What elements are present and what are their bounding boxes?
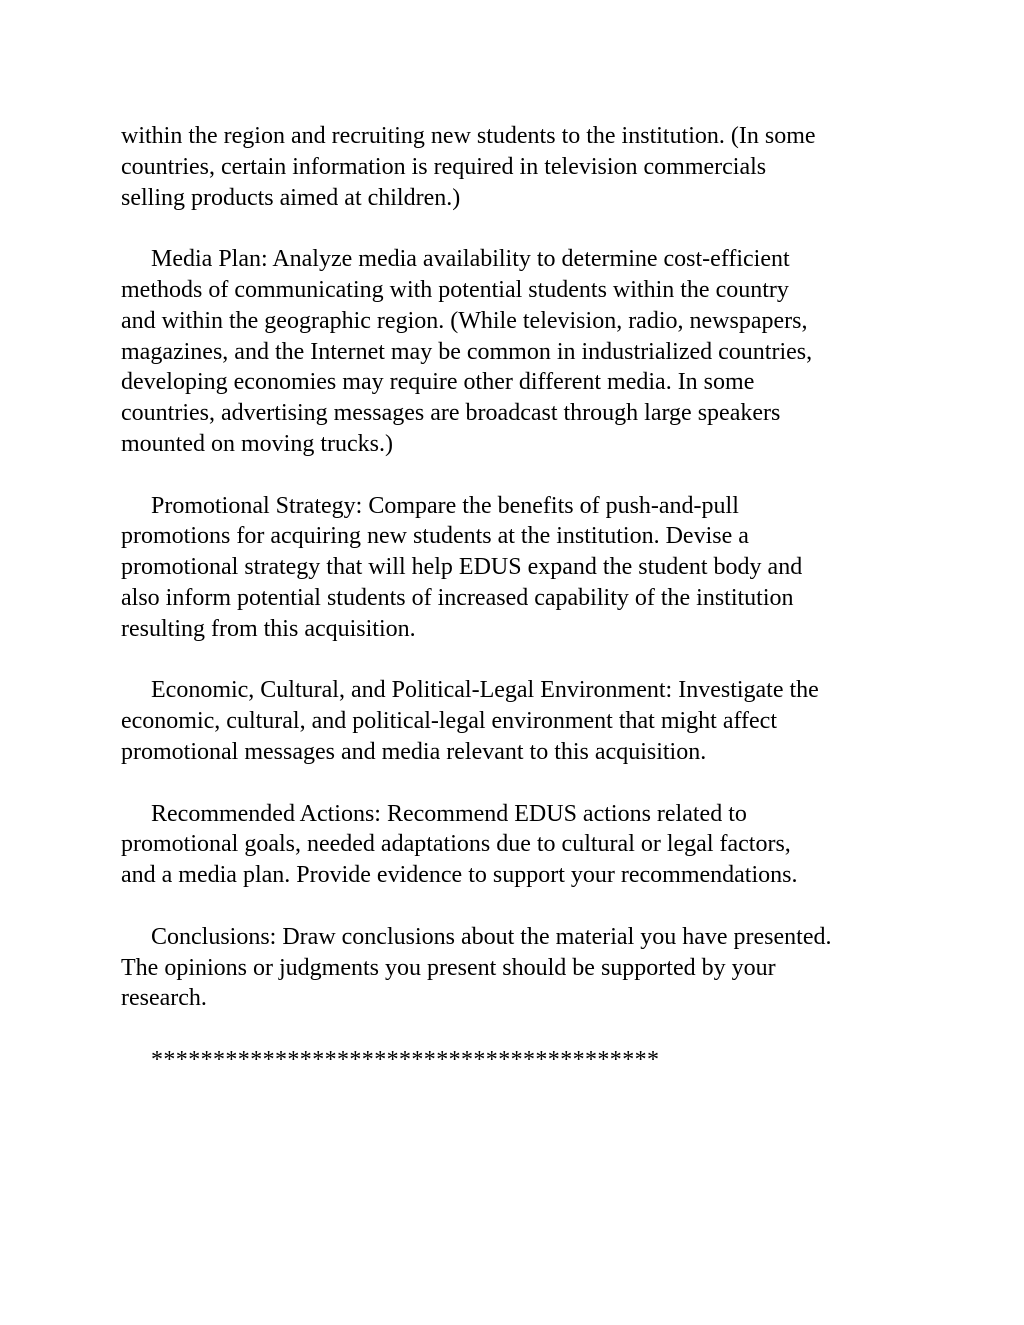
text-line: promotional goals, needed adaptations due to cultural or legal factors, — [121, 831, 791, 858]
text-line: The opinions or judgments you present should be supported by your — [121, 954, 776, 981]
text-line: and within the geographic region. (While television, radio, newspapers, — [121, 307, 808, 334]
document-body — [121, 121, 921, 1076]
text-line: promotional messages and media relevant to this acquisition. — [121, 738, 707, 765]
text-line: selling products aimed at children.) — [121, 184, 461, 211]
paragraph-promotional-strategy — [121, 491, 921, 645]
text-line: mounted on moving trucks.) — [121, 430, 393, 457]
paragraph-environment — [121, 675, 921, 767]
text-line: research. — [121, 985, 207, 1012]
paragraph-conclusions — [121, 922, 921, 1014]
text-line: also inform potential students of increased capability of the institution — [121, 584, 794, 611]
text-line: Promotional Strategy: Compare the benefits of push-and-pull — [151, 492, 739, 519]
text-line: Conclusions: Draw conclusions about the material you have presented. — [151, 923, 832, 950]
text-line: promotional strategy that will help EDUS expand the student body and — [121, 554, 803, 581]
text-line: methods of communicating with potential students within the country — [121, 276, 789, 303]
asterisk-separator: ***************************************** — [151, 1046, 660, 1073]
paragraph-continuation — [121, 121, 921, 213]
paragraph-recommended-actions — [121, 799, 921, 891]
text-line: developing economies may require other different media. In some — [121, 369, 755, 396]
text-line: Economic, Cultural, and Political-Legal Environment: Investigate the — [151, 677, 819, 704]
paragraph-media-plan — [121, 244, 921, 460]
text-line: and a media plan. Provide evidence to support your recommendations. — [121, 862, 798, 889]
text-line: Media Plan: Analyze media availability to determine cost-efficient — [151, 246, 790, 273]
text-line: resulting from this acquisition. — [121, 615, 416, 642]
text-line: countries, certain information is required in television commercials — [121, 153, 767, 180]
text-line: promotions for acquiring new students at the institution. Devise a — [121, 523, 749, 550]
text-line: magazines, and the Internet may be common in industrialized countries, — [121, 338, 813, 365]
text-line: countries, advertising messages are broadcast through large speakers — [121, 400, 781, 427]
text-line: Recommended Actions: Recommend EDUS actions related to — [151, 800, 747, 827]
text-line: within the region and recruiting new students to the institution. (In some — [121, 123, 816, 149]
text-line: economic, cultural, and political-legal environment that might affect — [121, 708, 777, 735]
